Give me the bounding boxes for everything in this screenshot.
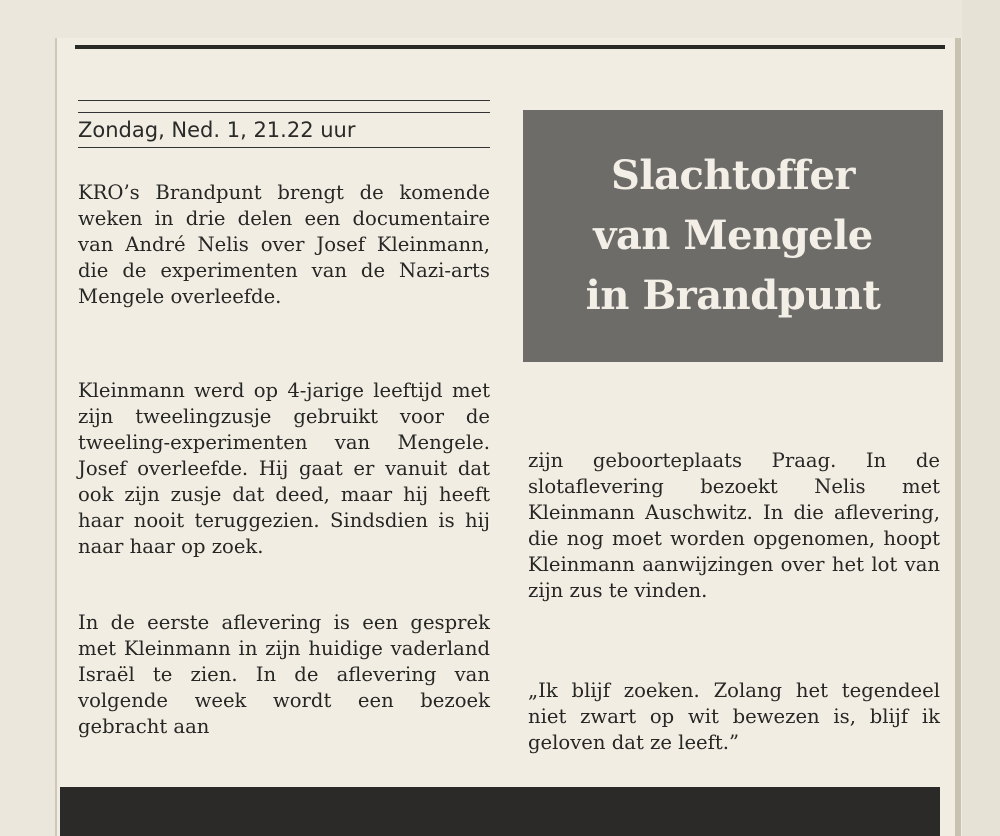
dateline-top-rule	[78, 100, 490, 101]
paragraph-text: Kleinmann werd op 4-jarige leeftijd met zijn tweelingzusje gebruikt voor de tweeling-experimenten van Mengele. Josef overleefde. Hij gaat er vanuit dat ook zijn zusje dat deed, maar hij heeft haar nooit teruggezien. Sindsdien is hij naar haar op zoek.	[78, 379, 490, 558]
paragraph-text: zijn geboorteplaats Praag. In de slotaflevering bezoekt Nelis met Kleinmann Auschwitz. In die aflevering, die nog moet worden opgenomen, hoopt Kleinmann aanwijzingen over het lot van zijn zus te vinden.	[528, 449, 940, 602]
article-paragraph-3	[78, 610, 490, 740]
dateline: Zondag, Ned. 1, 21.22 uur	[78, 112, 490, 148]
quote-paragraph	[528, 678, 940, 756]
clipping-edge-shadow	[955, 38, 961, 836]
article-paragraph-1	[78, 180, 490, 310]
headline-box	[523, 110, 943, 362]
adjacent-page-edge	[962, 0, 1000, 836]
article-paragraph-2	[78, 378, 490, 560]
paragraph-text: KRO’s Brandpunt brengt de komende weken in drie delen een documentaire van André Nelis over Josef Kleinmann, die de experimenten van de Nazi-arts Mengele overleefde.	[78, 181, 490, 308]
bottom-dark-bar	[60, 787, 940, 836]
headline: Slachtoffer van Mengele in Brandpunt	[585, 152, 881, 319]
quote-text: „Ik blijf zoeken. Zolang het tegendeel niet zwart op wit bewezen is, blijf ik geloven dat ze leeft.”	[528, 679, 940, 754]
article-paragraph-4	[528, 448, 940, 604]
paragraph-text: In de eerste aflevering is een gesprek met Kleinmann in zijn huidige vaderland Israël te zien. In de aflevering van volgende week wordt een bezoek gebracht aan	[78, 611, 490, 738]
top-rule	[75, 45, 945, 49]
